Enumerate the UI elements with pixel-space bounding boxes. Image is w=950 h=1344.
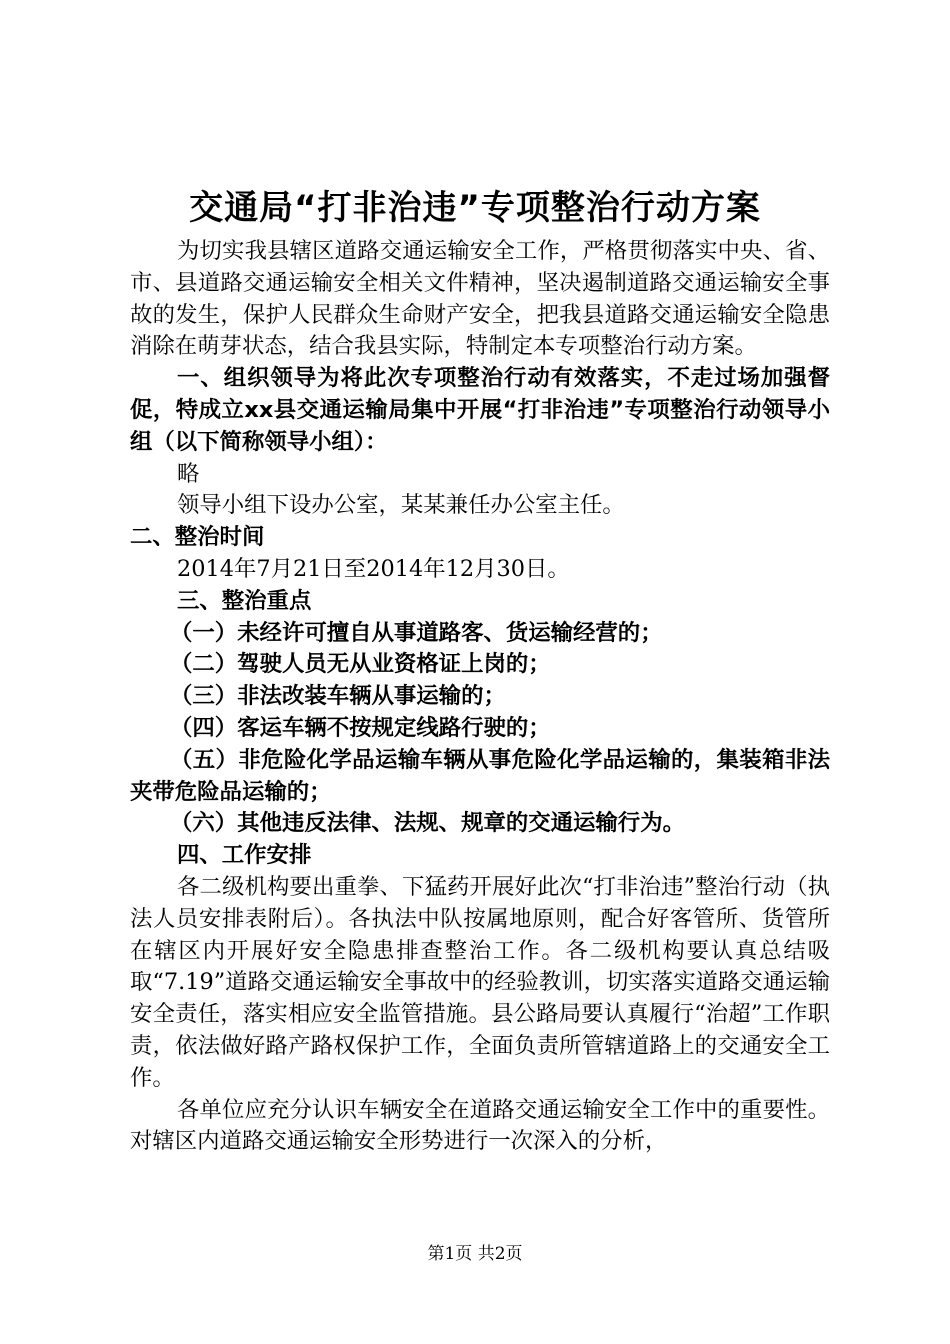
focus-item-4: （四）客运车辆不按规定线路行驶的；	[170, 714, 551, 741]
focus-item-6: （六）其他违反法律、法规、规章的交通运输行为。	[170, 810, 685, 837]
time-paragraph: 2014年7月21日至2014年12月30日。	[177, 555, 570, 582]
focus-item-5: （五）非危险化学品运输车辆从事危险化学品运输的，集装箱非法夹带危险品运输的；	[130, 746, 830, 805]
page-number-footer: 第1页 共2页	[427, 1244, 523, 1264]
document-body	[130, 236, 830, 1158]
section-3-heading: 三、整治重点	[177, 587, 312, 614]
focus-item-1: （一）未经许可擅自从事道路客、货运输经营的；	[170, 619, 663, 646]
arrangement-paragraph: 各二级机构要出重拳、下猛药开展好此次“打非治违”整治行动（执法人员安排表附后）。各执法中队按属地原则，配合好客管所、货管所在辖区内开展好安全隐患排查整治工作。各二级机构要认真总结吸取“7.19”道路交通运输安全事故中的经验教训，切实落实道路交通运输安全责任，落实相应安全监管措施。县公路局要认真履行“治超”工作职责，依法做好路产路权保护工作，全面负责所管辖道路上的交通安全工作。	[130, 873, 830, 1091]
document-title: 交通局“打非治违”专项整治行动方案	[189, 188, 761, 228]
intro-paragraph: 为切实我县辖区道路交通运输安全工作，严格贯彻落实中央、省、市、县道路交通运输安全相关文件精神，坚决遏制道路交通运输安全事故的发生，保护人民群众生命财产安全，把我县道路交通运输安全隐患消除在萌芽状态，结合我县实际，特制定本专项整治行动方案。	[130, 238, 830, 360]
units-paragraph: 各单位应充分认识车辆安全在道路交通运输安全工作中的重要性。对辖区内道路交通运输安全形势进行一次深入的分析，	[130, 1096, 830, 1155]
section-1-paragraph: 一、组织领导为将此次专项整治行动有效落实，不走过场加强督促，特成立xx县交通运输局集中开展“打非治违”专项整治行动领导小组（以下简称领导小组）：	[130, 365, 830, 455]
omitted-note: 略	[177, 460, 200, 487]
focus-item-2: （二）驾驶人员无从业资格证上岗的；	[170, 651, 551, 678]
office-paragraph: 领导小组下设办公室，某某兼任办公室主任。	[177, 492, 625, 519]
section-2-heading: 二、整治时间	[130, 524, 265, 551]
section-4-heading: 四、工作安排	[177, 842, 312, 869]
focus-item-3: （三）非法改装车辆从事运输的；	[170, 683, 506, 710]
